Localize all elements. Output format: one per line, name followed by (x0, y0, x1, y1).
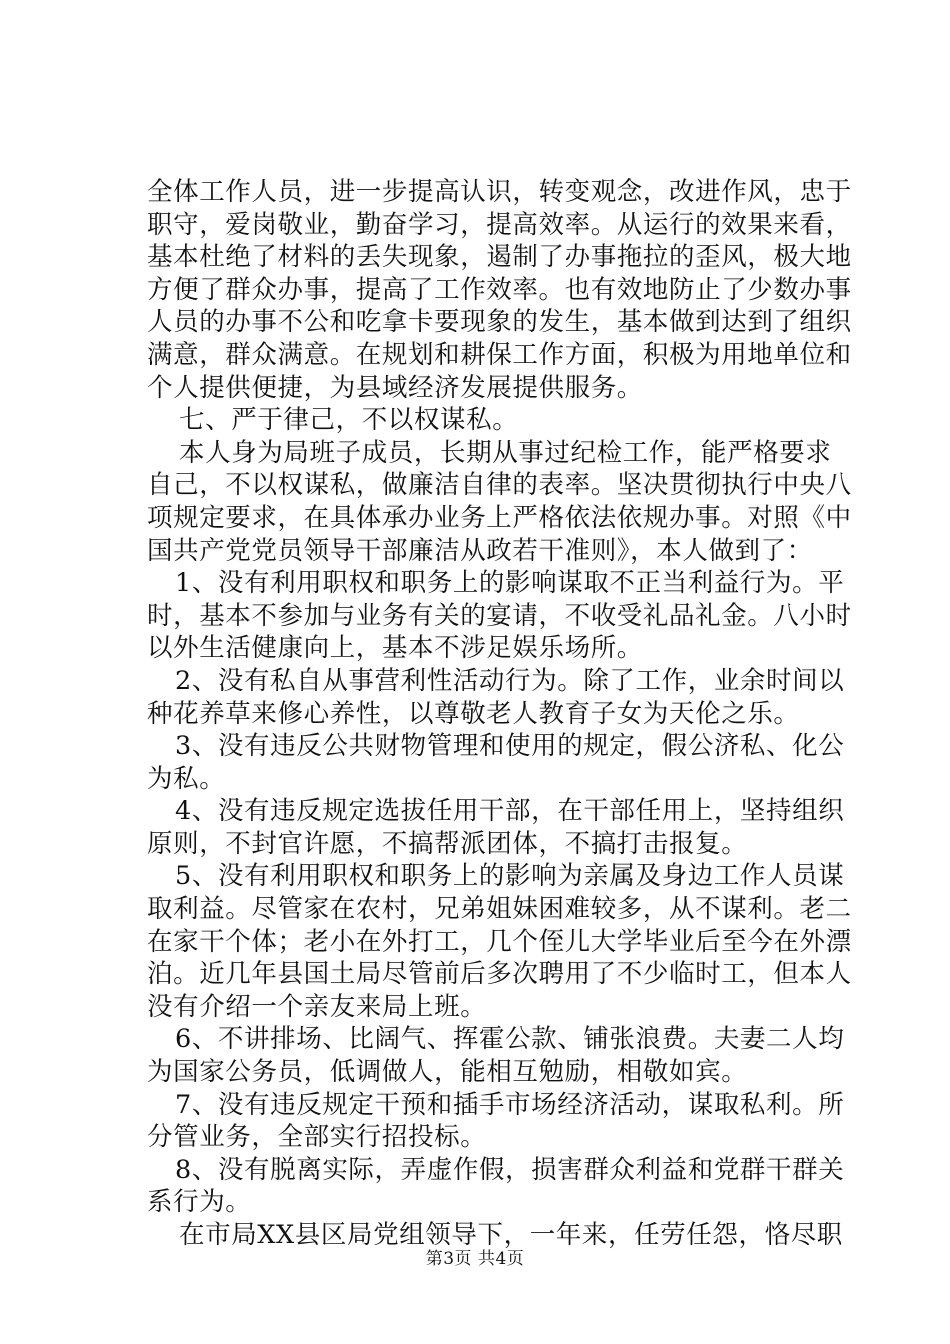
text-line: 为国家公务员，低调做人，能相互勉励，相敬如宾。 (147, 1057, 748, 1088)
text-line: 在市局XX县区局党组领导下，一年来，任劳任怨，恪尽职 (179, 1220, 843, 1250)
text-line: 满意，群众满意。在规划和耕保工作方面，积极为用地单位和 (147, 339, 852, 370)
text-line: 取利益。尽管家在农村，兄弟姐妹困难较多，从不谋利。老二 (147, 894, 852, 925)
list-item-line: 5、没有利用职权和职务上的影响为亲属及身边工作人员谋 (175, 861, 845, 892)
document-body (147, 176, 852, 1252)
list-item-line: 7、没有违反规定干预和插手市场经济活动，谋取私利。所 (175, 1089, 845, 1120)
text-line: 人员的办事不公和吃拿卡要现象的发生，基本做到达到了组织 (147, 307, 852, 338)
text-line: 方便了群众办事，提高了工作效率。也有效地防止了少数办事 (147, 274, 852, 305)
text-line: 原则，不封官许愿，不搞帮派团体，不搞打击报复。 (147, 828, 748, 859)
text-line: 时，基本不参加与业务有关的宴请，不收受礼品礼金。八小时 (147, 600, 852, 631)
text-line: 基本杜绝了材料的丢失现象，遏制了办事拖拉的歪风，极大地 (147, 242, 852, 273)
list-item-line: 8、没有脱离实际，弄虚作假，损害群众利益和党群干群关 (175, 1154, 845, 1185)
text-line: 国共产党党员领导干部廉洁从政若干准则》，本人做到了： (147, 535, 813, 566)
section-heading: 七、严于律己，不以权谋私。 (179, 405, 519, 436)
text-line: 全体工作人员，进一步提高认识，转变观念，改进作风，忠于 (147, 177, 852, 207)
text-line: 自己，不以权谋私，做廉洁自律的表率。坚决贯彻执行中央八 (147, 470, 852, 501)
list-item-line: 6、不讲排场、比阔气、挥霍公款、铺张浪费。夫妻二人均 (175, 1024, 845, 1055)
list-item-line: 3、没有违反公共财物管理和使用的规定，假公济私、化公 (175, 731, 845, 762)
list-item-line: 1、没有利用职权和职务上的影响谋取不正当利益行为。平 (175, 568, 845, 599)
text-line: 项规定要求，在具体承办业务上严格依法依规办事。对照《中 (147, 502, 852, 533)
text-line: 系行为。 (147, 1187, 252, 1218)
text-line: 以外生活健康向上，基本不涉足娱乐场所。 (147, 633, 643, 664)
text-line: 没有介绍一个亲友来局上班。 (147, 991, 487, 1022)
text-line: 在家干个体；老小在外打工，几个侄儿大学毕业后至今在外漂 (147, 926, 852, 957)
text-line: 为私。 (147, 763, 226, 794)
text-line: 本人身为局班子成员，长期从事过纪检工作，能严格要求 (179, 437, 832, 468)
text-line: 种花养草来修心养性，以尊敬老人教育子女为天伦之乐。 (147, 698, 800, 729)
text-line: 个人提供便捷，为县域经济发展提供服务。 (147, 372, 643, 403)
list-item-line: 4、没有违反规定选拔任用干部，在干部任用上，坚持组织 (175, 796, 845, 827)
page-number-footer: 第3页 共4页 (425, 1249, 525, 1269)
text-line: 职守，爱岗敬业，勤奋学习，提高效率。从运行的效果来看， (147, 209, 852, 240)
text-line: 分管业务，全部实行招投标。 (147, 1122, 487, 1153)
list-item-line: 2、没有私自从事营利性活动行为。除了工作，业余时间以 (175, 665, 845, 696)
text-line: 泊。近几年县国土局尽管前后多次聘用了不少临时工，但本人 (147, 959, 852, 990)
